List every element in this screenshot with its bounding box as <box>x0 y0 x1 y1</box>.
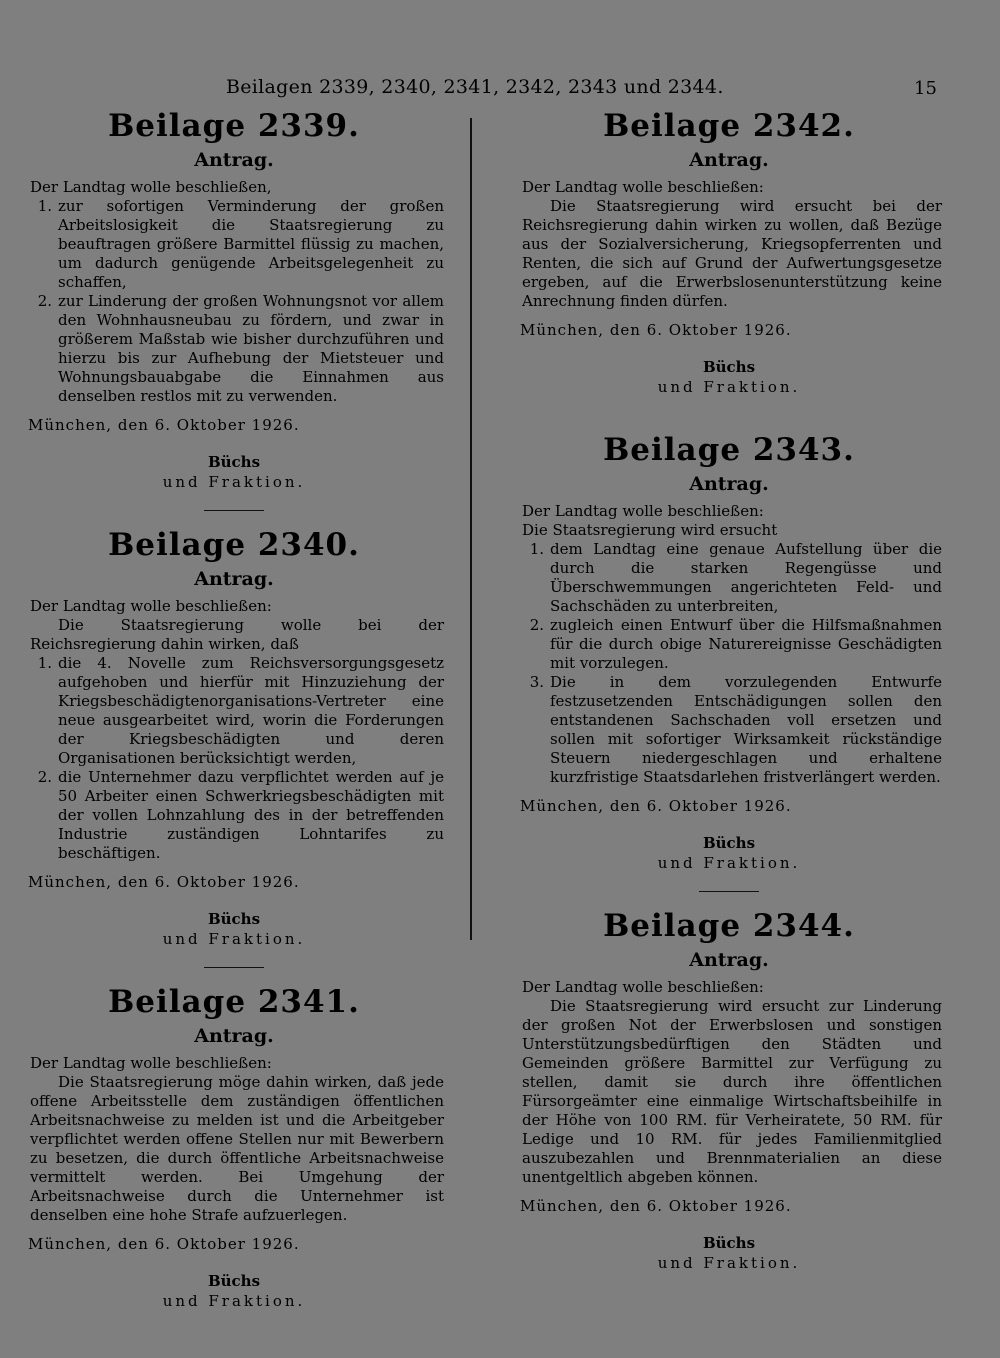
section-divider <box>699 891 759 892</box>
section-divider <box>204 510 264 511</box>
beilage-2344 <box>516 908 942 1273</box>
resolution-paragraph: Die Staatsregierung möge dahin wirken, daß jede offene Arbeitsstelle dem zuständigen öffentlichen Arbeitsnachweise zu melden ist und die Arbeitgeber verpflichtet werden offene Stellen nur mit Bewerbern zu besetzen, die durch öffentliche Arbeitsnachweise vermittelt werden. Bei Umgehung der Arbeitsnachweise durch die Unternehmer ist denselben eine hohe Strafe aufzuerlegen. <box>30 1072 444 1224</box>
date-line: München, den 6. Oktober 1926. <box>28 1234 300 1253</box>
date-line: München, den 6. Oktober 1926. <box>520 796 792 815</box>
antrag-label: Antrag. <box>689 149 769 172</box>
resolution-lead: Die Staatsregierung wird ersucht <box>522 520 778 539</box>
left-column <box>24 108 444 1311</box>
resolution-intro: Der Landtag wolle beschließen: <box>30 1053 272 1072</box>
item-number: 1. <box>529 539 544 558</box>
resolution-paragraph: Die Staatsregierung wird ersucht bei der Reichsregierung dahin wirken zu wollen, daß Bezüge aus der Sozialversicherung, Kriegsopferrenten und Renten, die sich auf Grund der Aufwertungsgesetze ergeben, auf die Erwerbslosenunterstützung keine Anrechnung finden dürfen. <box>522 196 942 310</box>
date-line: München, den 6. Oktober 1926. <box>28 415 300 434</box>
item-number: 1. <box>37 196 52 215</box>
beilage-heading: Beilage 2341. <box>108 983 360 1020</box>
page-number: 15 <box>914 78 937 99</box>
item-number: 2. <box>37 767 52 786</box>
signer-name: Büchs <box>702 357 756 376</box>
date-line: München, den 6. Oktober 1926. <box>520 1196 792 1215</box>
list-item <box>516 616 942 673</box>
signer-fraktion: und Fraktion. <box>657 1253 801 1272</box>
beilage-2341 <box>24 984 444 1311</box>
signer-name: Büchs <box>702 833 756 852</box>
right-column <box>516 108 942 1273</box>
list-item <box>516 540 942 616</box>
item-text: zur Linderung der großen Wohnungsnot vor allem den Wohnhausneubau zu fördern, und zwar in größerem Maßstab wie bisher durchzuführen und hierzu bis zur Aufhebung der Mietsteuer und Wohnungsbauabgabe die Einnahmen aus denselben restlos mit zu verwenden. <box>58 291 444 405</box>
item-text: Die in dem vorzulegenden Entwurfe festzusetzenden Entschädigungen sollen den entstandenen Sachschaden voll ersetzen und sollen mit sofortiger Wirksamkeit rückständige Steuern niedergeschlagen und erhaltene kurzfristige Staatsdarlehen fristverlängert werden. <box>550 672 942 786</box>
resolution-items <box>516 540 942 787</box>
beilage-heading: Beilage 2343. <box>603 431 855 468</box>
section-divider <box>204 967 264 968</box>
resolution-intro: Der Landtag wolle beschließen: <box>522 177 764 196</box>
beilage-heading: Beilage 2342. <box>603 108 855 144</box>
item-number: 2. <box>37 291 52 310</box>
item-text: zur sofortigen Verminderung der großen Arbeitslosigkeit die Staatsregierung zu beauftragen größere Barmittel flüssig zu machen, um dadurch genügende Arbeitsgelegenheit zu schaffen, <box>58 196 444 291</box>
antrag-label: Antrag. <box>194 149 274 172</box>
item-number: 1. <box>37 653 52 672</box>
item-text: die 4. Novelle zum Reichsversorgungsgesetz aufgehoben und hierfür mit Hinzuziehung der Kriegsbeschädigtenorganisations-Vertreter eine neue ausgearbeitet wird, worin die Forderungen der Kriegsbeschädigten und deren Organisationen berücksichtigt werden, <box>58 653 444 767</box>
running-title: Beilagen 2339, 2340, 2341, 2342, 2343 und 2344. <box>226 76 724 98</box>
list-item <box>24 292 444 406</box>
item-number: 3. <box>529 672 544 691</box>
signer-name: Büchs <box>702 1233 756 1252</box>
date-line: München, den 6. Oktober 1926. <box>520 320 792 339</box>
item-number: 2. <box>529 615 544 634</box>
beilage-2343 <box>516 432 942 873</box>
date-line: München, den 6. Oktober 1926. <box>28 872 300 891</box>
column-divider <box>470 118 472 940</box>
item-text: die Unternehmer dazu verpflichtet werden auf je 50 Arbeiter einen Schwerkriegsbeschädigten mit der vollen Lohnzahlung des in der betreffenden Industrie zuständigen Lohntarifes zu beschäftigen. <box>58 767 444 862</box>
antrag-label: Antrag. <box>689 473 769 496</box>
beilage-2340 <box>24 527 444 949</box>
signer-fraktion: und Fraktion. <box>162 929 306 948</box>
antrag-label: Antrag. <box>194 1025 274 1048</box>
beilage-2342 <box>516 108 942 397</box>
running-head <box>0 72 1000 102</box>
signer-fraktion: und Fraktion. <box>657 853 801 872</box>
resolution-intro: Der Landtag wolle beschließen: <box>522 977 764 996</box>
signer-fraktion: und Fraktion. <box>162 472 306 491</box>
item-text: zugleich einen Entwurf über die Hilfsmaßnahmen für die durch obige Naturereignisse Geschädigten mit vorzulegen. <box>550 615 942 672</box>
list-item <box>24 654 444 768</box>
resolution-intro: Der Landtag wolle beschließen: <box>30 596 272 615</box>
signer-name: Büchs <box>207 909 261 928</box>
list-item <box>24 197 444 292</box>
signer-name: Büchs <box>207 1271 261 1290</box>
resolution-items <box>24 197 444 406</box>
signer-name: Büchs <box>207 452 261 471</box>
list-item <box>24 768 444 863</box>
signer-fraktion: und Fraktion. <box>162 1291 306 1310</box>
resolution-intro: Der Landtag wolle beschließen, <box>30 177 272 196</box>
beilage-2339 <box>24 108 444 492</box>
resolution-items <box>24 654 444 863</box>
signer-fraktion: und Fraktion. <box>657 377 801 396</box>
antrag-label: Antrag. <box>194 568 274 591</box>
antrag-label: Antrag. <box>689 949 769 972</box>
beilage-heading: Beilage 2344. <box>603 907 855 944</box>
resolution-intro: Der Landtag wolle beschließen: <box>522 501 764 520</box>
item-text: dem Landtag eine genaue Aufstellung über die durch die starken Regengüsse und Überschwemmungen angerichteten Feld- und Sachschäden zu unterbreiten, <box>550 539 942 615</box>
beilage-heading: Beilage 2340. <box>108 526 360 563</box>
beilage-heading: Beilage 2339. <box>108 108 360 144</box>
resolution-paragraph: Die Staatsregierung wolle bei der Reichsregierung dahin wirken, daß <box>30 615 444 653</box>
resolution-paragraph: Die Staatsregierung wird ersucht zur Linderung der großen Not der Erwerbslosen und sonstigen Unterstützungsbedürftigen den Städten und Gemeinden größere Barmittel zur Verfügung zu stellen, damit sie durch ihre öffentlichen Fürsorgeämter eine einmalige Wirtschaftsbeihilfe in der Höhe von 100 RM. für Verheiratete, 50 RM. für Ledige und 10 RM. für jedes Familienmitglied auszubezahlen und Brennmaterialien an diese unentgeltlich abgeben können. <box>522 996 942 1186</box>
list-item <box>516 673 942 787</box>
